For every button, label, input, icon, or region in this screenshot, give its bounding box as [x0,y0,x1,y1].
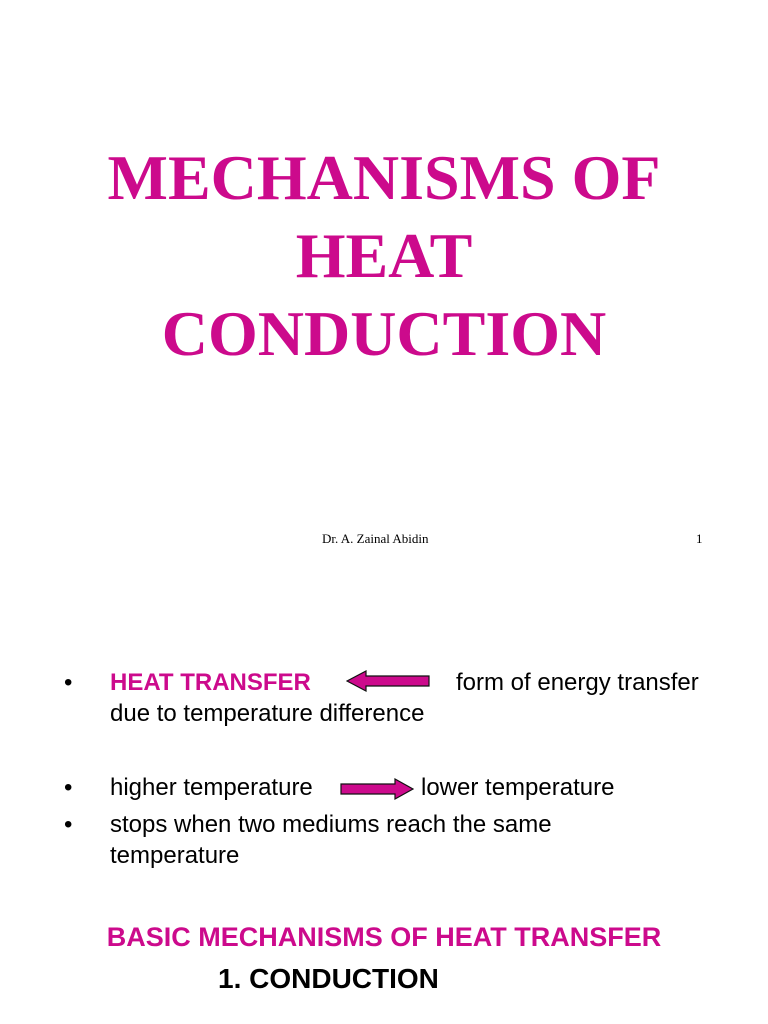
title-line-3: CONDUCTION [161,298,607,369]
lower-temperature-text: lower temperature [421,774,615,801]
left-arrow-icon [346,670,430,692]
heat-transfer-term: HEAT TRANSFER [110,669,311,696]
section-heading: BASIC MECHANISMS OF HEAT TRANSFER [106,922,662,952]
higher-temperature-text: higher temperature [110,774,313,801]
conduction-heading: 1. CONDUCTION [218,963,439,994]
equilibrium-text-cont: temperature [110,842,240,869]
slide-title [0,139,768,373]
bullet-marker: • [64,774,73,801]
slide-author: Dr. A. Zainal Abidin [322,531,429,546]
slide-page-number: 1 [696,531,703,546]
heat-transfer-definition: form of energy transfer [456,669,699,696]
heat-transfer-definition-cont: due to temperature difference [110,700,425,727]
equilibrium-text: stops when two mediums reach the same [110,811,552,838]
bullet-marker: • [64,811,73,838]
right-arrow-icon [340,778,414,800]
title-line-2: HEAT [295,220,473,291]
title-line-1: MECHANISMS OF [107,142,661,213]
bullet-marker: • [64,669,73,696]
